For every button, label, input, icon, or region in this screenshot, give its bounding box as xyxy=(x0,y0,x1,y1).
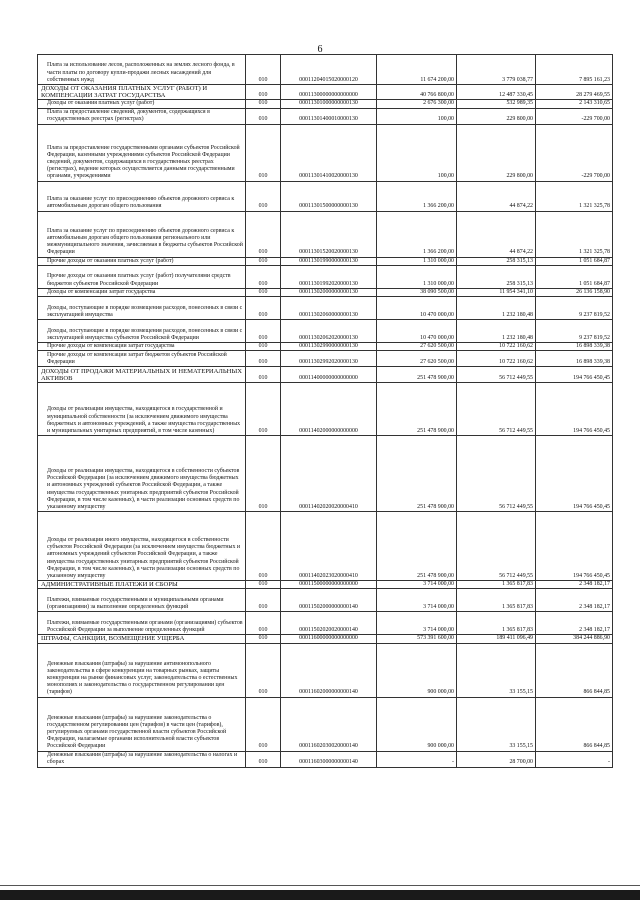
row-rest: 2 348 182,17 xyxy=(536,589,613,612)
table-row xyxy=(38,55,613,85)
row-code: 010 xyxy=(246,108,281,124)
row-rest: 16 898 339,38 xyxy=(536,351,613,367)
page-number: 6 xyxy=(317,44,323,55)
row-plan: - xyxy=(377,751,457,767)
row-fact: 1 365 817,83 xyxy=(457,581,536,589)
row-fact: 10 722 160,62 xyxy=(457,343,536,351)
row-name: Доходы от реализации иного имущества, находящегося в собственности субъектов Российской Федерации (за исключением имущества бюджетных и автономных учреждений субъектов Российской Федерации, а также имущества государственных унитарных предприятий субъектов Российской Федерации, в том числе казенных), в части реализации основных средств по указанному имуществу xyxy=(38,512,246,581)
row-plan: 27 620 500,00 xyxy=(377,343,457,351)
row-kbk: 00011603000000000140 xyxy=(281,751,377,767)
table-row xyxy=(38,351,613,367)
row-fact: 11 954 341,10 xyxy=(457,288,536,296)
table-row xyxy=(38,85,613,100)
row-name: Плата за предоставление государственными органами субъектов Российской Федерации, казенными учреждениями субъектов Российской Федерации сведений, документов, содержащихся в государственных реестрах (регистрах), ведение которых осуществляется данными государственными органами, учреждениями xyxy=(38,124,246,181)
row-name: Денежные взыскания (штрафы) за нарушение антимонопольного законодательства в сфере конкуренции на товарных рынках, защиты конкуренции на рынке финансовых услуг, законодательства о естественных монополиях и законодательства о государственном регулировании цен (тарифов) xyxy=(38,643,246,697)
table-row xyxy=(38,265,613,288)
row-kbk: 00011400000000000000 xyxy=(281,367,377,383)
row-code: 010 xyxy=(246,55,281,85)
row-fact: 1 365 817,83 xyxy=(457,612,536,635)
table-row xyxy=(38,367,613,383)
row-plan: 27 620 500,00 xyxy=(377,351,457,367)
row-kbk: 00011402023020000410 xyxy=(281,512,377,581)
row-plan: 100,00 xyxy=(377,108,457,124)
row-rest: 16 898 339,38 xyxy=(536,343,613,351)
row-name: Плата за оказание услуг по присоединению объектов дорожного сервиса к автомобильным дорогам общего пользования регионального или межмуниципального значения, зачисляемая в бюджеты субъектов Российской Федерации xyxy=(38,211,246,257)
row-code: 010 xyxy=(246,436,281,512)
row-plan: 1 366 200,00 xyxy=(377,211,457,257)
row-code: 010 xyxy=(246,367,281,383)
row-code: 010 xyxy=(246,751,281,767)
row-name: Платежи, взимаемые государственными и муниципальными органами (организациями) за выполнение определенных функций xyxy=(38,589,246,612)
row-plan: 251 478 900,00 xyxy=(377,512,457,581)
row-kbk: 00011301990000000130 xyxy=(281,257,377,265)
row-fact: 229 800,00 xyxy=(457,124,536,181)
row-plan: 11 674 200,00 xyxy=(377,55,457,85)
row-plan: 10 470 000,00 xyxy=(377,297,457,320)
table-row xyxy=(38,288,613,296)
row-kbk: 00011402020020000410 xyxy=(281,436,377,512)
row-fact: 33 155,15 xyxy=(457,643,536,697)
row-name: АДМИНИСТРАТИВНЫЕ ПЛАТЕЖИ И СБОРЫ xyxy=(38,581,246,589)
row-name: Платежи, взимаемые государственными органами (организациями) субъектов Российской Федерации за выполнение определенных функций xyxy=(38,612,246,635)
row-rest: 194 766 450,45 xyxy=(536,367,613,383)
table-row xyxy=(38,436,613,512)
row-name: Прочие доходы от оказания платных услуг (работ) xyxy=(38,257,246,265)
row-plan: 900 000,00 xyxy=(377,697,457,751)
row-name: Доходы от реализации имущества, находящегося в государственной и муниципальной собственности (за исключением движимого имущества бюджетных и автономных учреждений, а также имущества государственных и муниципальных унитарных предприятий, в том числе казенных) xyxy=(38,383,246,436)
scan-edge-bar xyxy=(0,890,640,900)
row-fact: 1 365 817,83 xyxy=(457,589,536,612)
table-row xyxy=(38,100,613,108)
row-name: Денежные взыскания (штрафы) за нарушение законодательства о налогах и сборах xyxy=(38,751,246,767)
row-kbk: 00011301500000000130 xyxy=(281,181,377,211)
row-kbk: 00011500000000000000 xyxy=(281,581,377,589)
row-rest: 1 051 684,87 xyxy=(536,265,613,288)
row-name: Прочие доходы от компенсации затрат государства xyxy=(38,343,246,351)
row-kbk: 00011302990000000130 xyxy=(281,343,377,351)
row-code: 010 xyxy=(246,85,281,100)
row-fact: 532 989,35 xyxy=(457,100,536,108)
row-fact: 229 800,00 xyxy=(457,108,536,124)
row-fact: 56 712 449,55 xyxy=(457,383,536,436)
row-rest: 1 321 325,78 xyxy=(536,181,613,211)
row-code: 010 xyxy=(246,351,281,367)
row-code: 010 xyxy=(246,257,281,265)
row-kbk: 00011301520020000130 xyxy=(281,211,377,257)
row-code: 010 xyxy=(246,288,281,296)
row-name: Доходы от компенсации затрат государства xyxy=(38,288,246,296)
table-row xyxy=(38,581,613,589)
row-kbk: 00011302000000000130 xyxy=(281,288,377,296)
row-code: 010 xyxy=(246,581,281,589)
row-fact: 44 874,22 xyxy=(457,181,536,211)
row-rest: 2 348 182,17 xyxy=(536,612,613,635)
row-rest: 194 766 450,45 xyxy=(536,512,613,581)
table-row xyxy=(38,320,613,343)
table-row xyxy=(38,257,613,265)
row-fact: 189 411 096,49 xyxy=(457,635,536,643)
row-kbk: 00011502020020000140 xyxy=(281,612,377,635)
row-name: Плата за использование лесов, расположенных на землях лесного фонда, в части платы по договору купли-продажи лесных насаждений для собственных нужд xyxy=(38,55,246,85)
row-plan: 251 478 900,00 xyxy=(377,383,457,436)
row-name: Прочие доходы от компенсации затрат бюджетов субъектов Российской Федерации xyxy=(38,351,246,367)
row-fact: 28 700,00 xyxy=(457,751,536,767)
row-fact: 56 712 449,55 xyxy=(457,512,536,581)
row-plan: 251 478 900,00 xyxy=(377,436,457,512)
row-name: Плата за оказание услуг по присоединению объектов дорожного сервиса к автомобильным дорогам общего пользования xyxy=(38,181,246,211)
row-fact: 3 779 038,77 xyxy=(457,55,536,85)
row-plan: 900 000,00 xyxy=(377,643,457,697)
row-name: ШТРАФЫ, САНКЦИИ, ВОЗМЕЩЕНИЕ УЩЕРБА xyxy=(38,635,246,643)
row-rest: -229 700,00 xyxy=(536,108,613,124)
row-code: 010 xyxy=(246,612,281,635)
row-plan: 3 714 000,00 xyxy=(377,612,457,635)
row-rest: 1 321 325,78 xyxy=(536,211,613,257)
table-row xyxy=(38,181,613,211)
table-row xyxy=(38,297,613,320)
row-fact: 1 232 180,48 xyxy=(457,297,536,320)
row-kbk: 00011300000000000000 xyxy=(281,85,377,100)
row-fact: 258 315,13 xyxy=(457,265,536,288)
row-kbk: 00011301992020000130 xyxy=(281,265,377,288)
row-plan: 38 090 500,00 xyxy=(377,288,457,296)
row-rest: 2 348 182,17 xyxy=(536,581,613,589)
row-rest: 1 051 684,87 xyxy=(536,257,613,265)
table-row xyxy=(38,697,613,751)
row-kbk: 00011301400010000130 xyxy=(281,108,377,124)
row-plan: 100,00 xyxy=(377,124,457,181)
table-row xyxy=(38,612,613,635)
row-name: Денежные взыскания (штрафы) за нарушение законодательства о государственном регулировании цен (тарифов) в части цен (тарифов), регулируемых органами государственной власти субъектов Российской Федерации, налагаемые органами исполнительной власти субъектов Российской Федерации xyxy=(38,697,246,751)
row-kbk: 00011302060000000130 xyxy=(281,297,377,320)
row-rest: -229 700,00 xyxy=(536,124,613,181)
row-kbk: 00011600000000000000 xyxy=(281,635,377,643)
table-row xyxy=(38,643,613,697)
row-rest: 9 237 819,52 xyxy=(536,297,613,320)
row-code: 010 xyxy=(246,124,281,181)
row-fact: 56 712 449,55 xyxy=(457,367,536,383)
row-rest: - xyxy=(536,751,613,767)
row-name: Прочие доходы от оказания платных услуг (работ) получателями средств бюджетов субъектов Российской Федерации xyxy=(38,265,246,288)
table-row xyxy=(38,512,613,581)
row-plan: 2 676 300,00 xyxy=(377,100,457,108)
row-rest: 26 136 158,90 xyxy=(536,288,613,296)
row-code: 010 xyxy=(246,383,281,436)
row-name: Доходы от реализации имущества, находящегося в собственности субъектов Российской Федерации (за исключением движимого имущества бюджетных и автономных учреждений субъектов Российской Федерации, а также имущества государственных унитарных предприятий субъектов Российской Федерации, в том числе казенных), в части реализации основных средств по указанному имуществу xyxy=(38,436,246,512)
row-fact: 12 487 330,45 xyxy=(457,85,536,100)
row-kbk: 00011301000000000130 xyxy=(281,100,377,108)
row-kbk: 00011302992020000130 xyxy=(281,351,377,367)
row-plan: 10 470 000,00 xyxy=(377,320,457,343)
row-code: 010 xyxy=(246,697,281,751)
row-plan: 1 366 200,00 xyxy=(377,181,457,211)
row-rest: 28 279 469,55 xyxy=(536,85,613,100)
table-row xyxy=(38,383,613,436)
row-plan: 1 310 000,00 xyxy=(377,257,457,265)
row-code: 010 xyxy=(246,100,281,108)
row-kbk: 00011602000000000140 xyxy=(281,643,377,697)
row-code: 010 xyxy=(246,343,281,351)
row-code: 010 xyxy=(246,320,281,343)
row-rest: 2 143 310,65 xyxy=(536,100,613,108)
row-fact: 33 155,15 xyxy=(457,697,536,751)
row-code: 010 xyxy=(246,635,281,643)
row-rest: 866 844,85 xyxy=(536,697,613,751)
row-code: 010 xyxy=(246,297,281,320)
row-fact: 258 315,13 xyxy=(457,257,536,265)
row-kbk: 00011402000000000000 xyxy=(281,383,377,436)
table-row xyxy=(38,343,613,351)
table-row xyxy=(38,589,613,612)
table-row xyxy=(38,124,613,181)
row-name: Доходы от оказания платных услуг (работ) xyxy=(38,100,246,108)
row-rest: 7 895 161,23 xyxy=(536,55,613,85)
row-rest: 9 237 819,52 xyxy=(536,320,613,343)
row-code: 010 xyxy=(246,512,281,581)
row-kbk: 00011302062020000130 xyxy=(281,320,377,343)
table-row xyxy=(38,211,613,257)
table-row xyxy=(38,635,613,643)
row-name: Доходы, поступающие в порядке возмещения расходов, понесенных в связи с эксплуатацией имущества субъектов Российской Федерации xyxy=(38,320,246,343)
row-rest: 384 244 886,90 xyxy=(536,635,613,643)
row-fact: 44 874,22 xyxy=(457,211,536,257)
row-plan: 40 766 800,00 xyxy=(377,85,457,100)
row-kbk: 00011502000000000140 xyxy=(281,589,377,612)
row-plan: 3 714 000,00 xyxy=(377,581,457,589)
row-kbk: 00011301410020000130 xyxy=(281,124,377,181)
row-plan: 573 391 600,00 xyxy=(377,635,457,643)
row-code: 010 xyxy=(246,643,281,697)
row-name: ДОХОДЫ ОТ ОКАЗАНИЯ ПЛАТНЫХ УСЛУГ (РАБОТ) И КОМПЕНСАЦИИ ЗАТРАТ ГОСУДАРСТВА xyxy=(38,85,246,100)
row-rest: 866 844,85 xyxy=(536,643,613,697)
row-rest: 194 766 450,45 xyxy=(536,436,613,512)
row-plan: 3 714 000,00 xyxy=(377,589,457,612)
row-fact: 1 232 180,48 xyxy=(457,320,536,343)
row-plan: 251 478 900,00 xyxy=(377,367,457,383)
row-kbk: 00011602030020000140 xyxy=(281,697,377,751)
scan-edge-line xyxy=(0,885,640,886)
row-code: 010 xyxy=(246,181,281,211)
row-code: 010 xyxy=(246,265,281,288)
row-rest: 194 766 450,45 xyxy=(536,383,613,436)
row-code: 010 xyxy=(246,211,281,257)
row-fact: 10 722 160,62 xyxy=(457,351,536,367)
table-row xyxy=(38,751,613,767)
row-fact: 56 712 449,55 xyxy=(457,436,536,512)
row-code: 010 xyxy=(246,589,281,612)
row-name: Доходы, поступающие в порядке возмещения расходов, понесенных в связи с эксплуатацией имущества xyxy=(38,297,246,320)
row-name: Плата за предоставление сведений, документов, содержащихся в государственных реестрах (регистрах) xyxy=(38,108,246,124)
row-name: ДОХОДЫ ОТ ПРОДАЖИ МАТЕРИАЛЬНЫХ И НЕМАТЕРИАЛЬНЫХ АКТИВОВ xyxy=(38,367,246,383)
row-plan: 1 310 000,00 xyxy=(377,265,457,288)
row-kbk: 00011204015020000120 xyxy=(281,55,377,85)
revenue-table xyxy=(37,54,613,768)
table-row xyxy=(38,108,613,124)
